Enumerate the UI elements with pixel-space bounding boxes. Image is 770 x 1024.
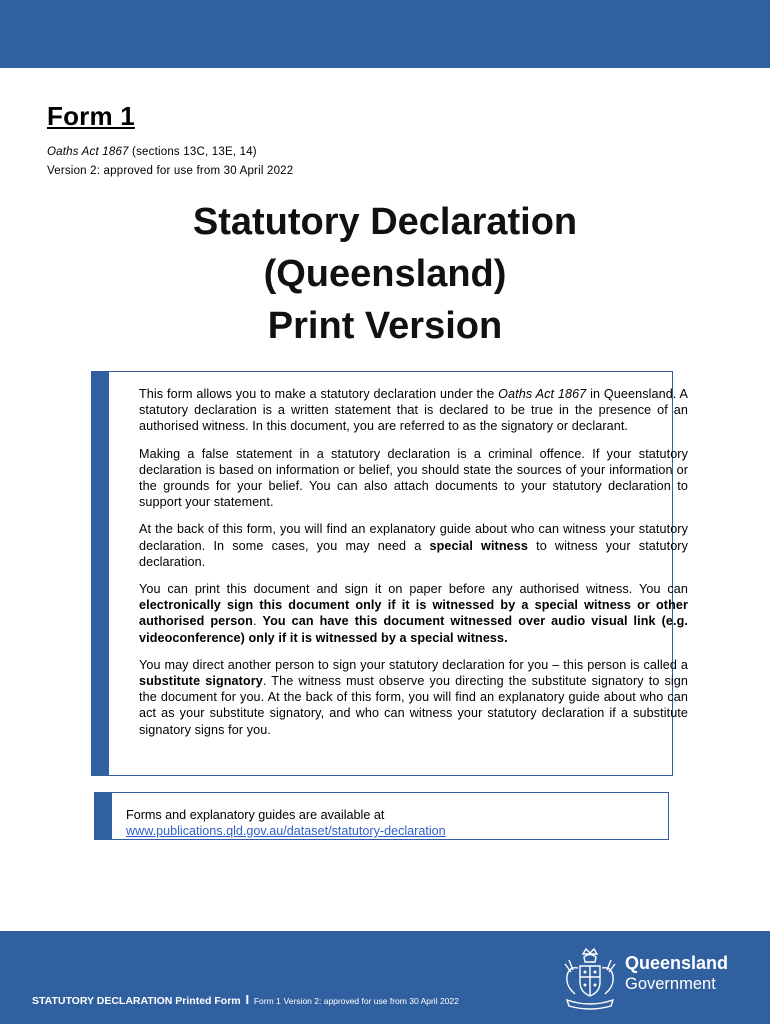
title-line-1: Statutory Declaration [192,201,578,243]
footer-doc-title: STATUTORY DECLARATION Printed Form [32,995,241,1007]
guides-text [126,807,446,839]
info-p1-act: Oaths Act 1867 [498,387,587,401]
guides-intro: Forms and explanatory guides are available at [126,808,385,822]
info-paragraph-4 [139,581,688,646]
act-reference [47,146,257,158]
info-p4-mid: . [252,614,263,629]
info-p5-text: You may direct another person to sign your statutory declaration for you – this person is called a [139,657,688,672]
info-paragraph-5 [139,657,688,738]
footer-band [0,931,770,1024]
header-band [0,0,770,68]
act-sections: (sections 13C, 13E, 14) [128,146,257,158]
footer-caption [32,992,459,1007]
info-p1-text-b: in Queensland. A statutory declaration is a written statement that is declared to be true in the presence of an authorised witness. In this document, you are referred to as the signatory or declarant. [139,387,689,434]
footer-separator: I [245,992,250,1007]
document-title [0,196,770,352]
title-line-3: Print Version [267,305,503,347]
brand-queensland: Queensland [625,953,729,973]
brand-government: Government [625,975,716,993]
info-p3-text: At the back of this form, you will find an explanatory guide about who can witness your statutory declaration. In some cases, you may need a [139,522,688,553]
guides-box [94,792,669,840]
info-p4-text: You can print this document and sign it on paper before any authorised witness. You can [139,582,688,597]
form-number: Form 1 [47,101,135,131]
info-paragraph-1 [139,386,688,435]
info-p5-bold: substitute signatory [139,674,263,689]
version-line: Version 2: approved for use from 30 April 2022 [47,165,294,177]
info-box [91,371,689,776]
info-p3-bold: special witness [429,538,528,553]
info-paragraph-3 [139,521,688,570]
footer-version: Version 2: approved for use from 30 April 2022 [283,996,459,1006]
info-p3-text-b: to witness your statutory declaration. [139,538,688,569]
queensland-coat-of-arms-icon [559,946,621,1012]
info-p1-text: This form allows you to make a statutory declaration under the [139,387,499,401]
title-line-2: (Queensland) [263,253,507,295]
info-p5-text-b: . The witness must observe you directing the substitute signatory to sign the document for you. At the back of this form, you will find an explanatory guide about who can act as your substitute signatory, and who can witness your statutory declaration if a substitute signatory signs for you. [139,674,689,737]
info-text [139,386,688,749]
info-paragraph-2: Making a false statement in a statutory declaration is a criminal offence. If your statutory declaration is based on information or belief, you should state the sources of your information or the grounds for your belief. You can also attach documents to your statutory declaration to support your statement. [139,446,688,510]
guides-link[interactable]: www.publications.qld.gov.au/dataset/statutory-declaration [126,824,446,838]
info-p4-bold: electronically sign this document only if it is witnessed by a special witness or other authorised person [139,598,688,629]
info-p4-bold-2: You can have this document witnessed over audio visual link (e.g. videoconference) only if it is witnessed by a special witness. [139,614,688,645]
footer-form-ref: Form 1 [253,996,281,1006]
act-name: Oaths Act 1867 [47,146,129,158]
